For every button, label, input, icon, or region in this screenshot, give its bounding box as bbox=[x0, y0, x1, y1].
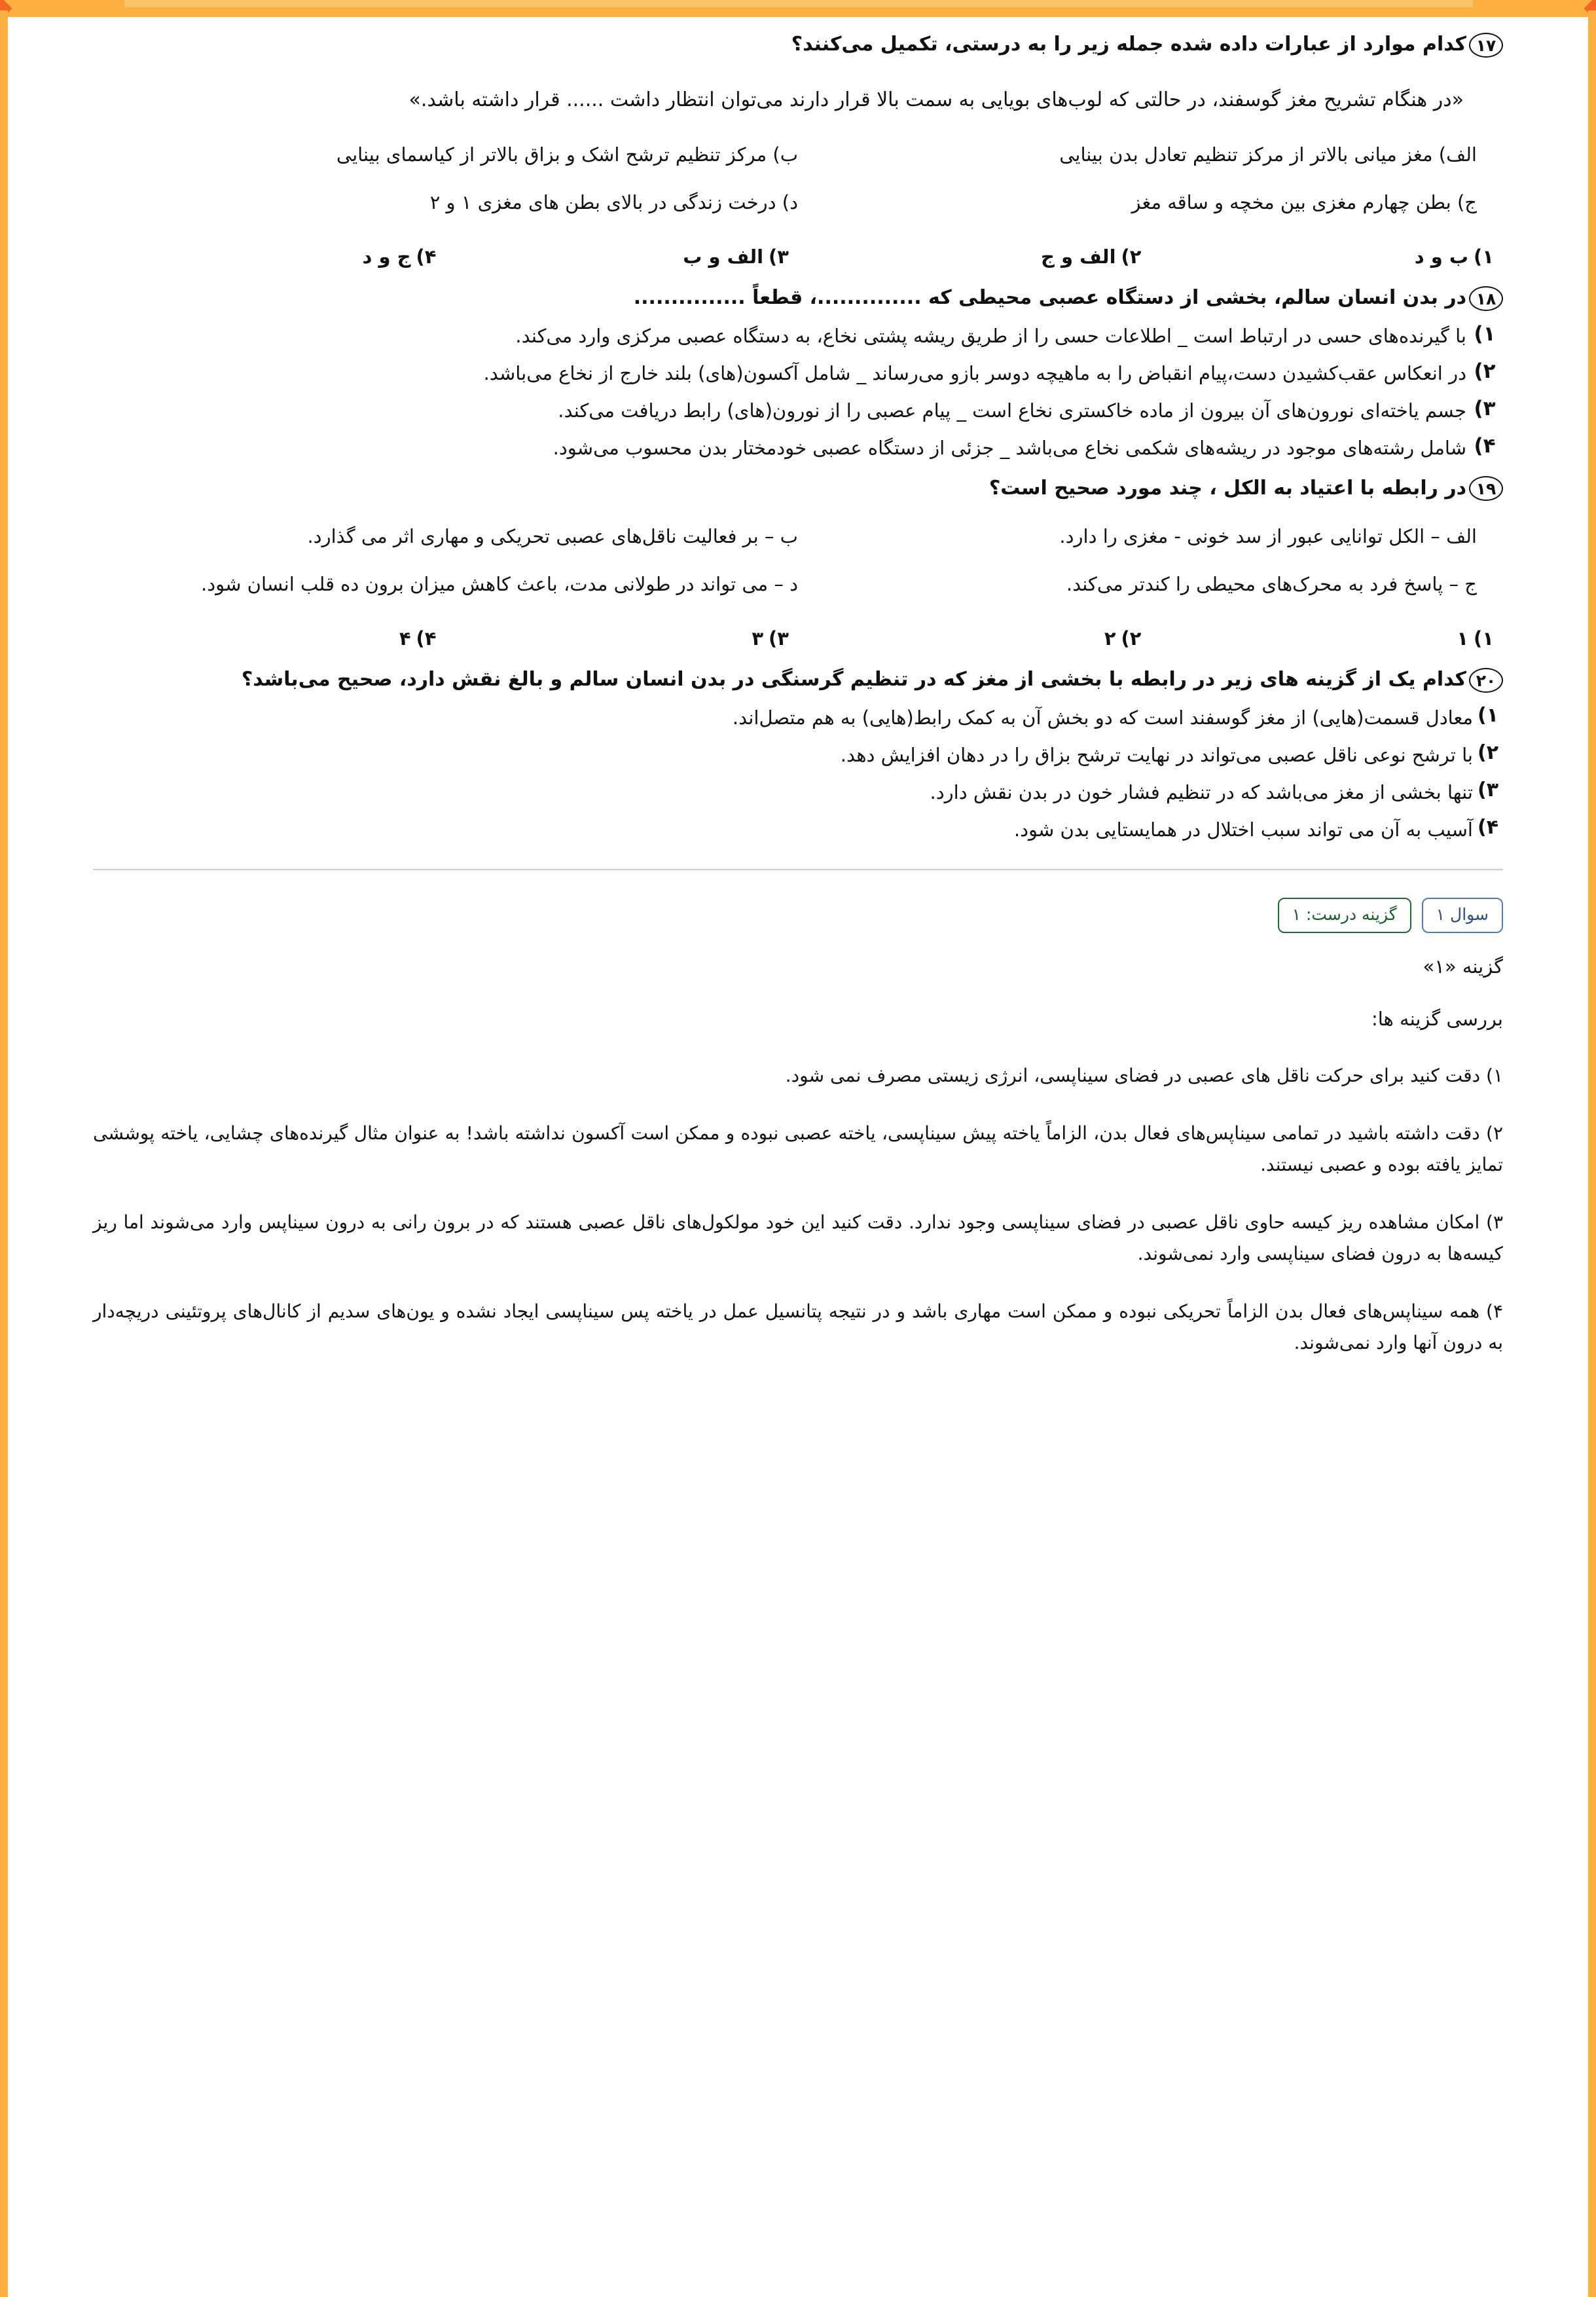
option-marker: ۳) bbox=[1477, 778, 1499, 801]
choice-text: ج و د bbox=[362, 246, 411, 268]
choice-text: ۲ bbox=[1104, 627, 1116, 650]
question-20-option-2[interactable] bbox=[93, 740, 1503, 771]
chosen-option-label: گزینه «۱» bbox=[1423, 955, 1503, 978]
question-17-choices bbox=[93, 246, 1503, 268]
question-18-stem-text: در بدن انسان سالم، بخشی از دستگاه عصبی محیطی که ..............، قطعاً ............... bbox=[633, 286, 1466, 310]
question-19-lettered-options bbox=[93, 521, 1503, 617]
option-text: مغز میانی بالاتر از مرکز تنظیم تعادل بدن بینایی bbox=[1059, 143, 1433, 166]
question-20-option-3[interactable] bbox=[93, 777, 1503, 808]
question-17-option-dal[interactable] bbox=[93, 187, 798, 218]
question-18-number: ۱۸ bbox=[1469, 286, 1503, 311]
review-heading: بررسی گزینه ها: bbox=[1371, 1007, 1503, 1030]
question-19-option-be[interactable] bbox=[93, 521, 798, 552]
left-rail-decoration bbox=[0, 10, 8, 2297]
option-marker: ۲) bbox=[1477, 741, 1499, 764]
question-18-option-1[interactable] bbox=[93, 321, 1503, 352]
choice-text: الف و ج bbox=[1041, 246, 1116, 268]
option-marker: ۳) bbox=[1474, 396, 1496, 420]
option-label: ب) bbox=[772, 143, 798, 166]
explanation-paragraph-4: ۴) همه سیناپس‌های فعال بدن الزاماً تحریکی نبوده و ممکن است مهاری باشد و در نتیجه پتانسیل عمل در یاخته پس سیناپسی ایجاد نشده و یون‌های سدیم از کانال‌های پروتئینی دریچه‌دار به درون آنها وارد نمی‌شوند. bbox=[93, 1300, 1503, 1354]
option-text: بر فعالیت ناقل‌های عصبی تحریکی و مهاری اثر می گذارد. bbox=[307, 525, 759, 548]
option-marker: ۲) bbox=[1474, 359, 1496, 383]
question-19-option-alef[interactable] bbox=[798, 521, 1503, 552]
option-text: الکل توانایی عبور از سد خونی - مغزی را دارد. bbox=[1059, 525, 1425, 548]
question-17-stem-line bbox=[93, 29, 1503, 61]
choice-label: ۳) bbox=[769, 627, 789, 650]
choice-text: الف و ب bbox=[683, 246, 764, 268]
option-text: آسیب به آن می تواند سبب اختلال در همایستایی بدن شود. bbox=[1013, 818, 1473, 841]
option-text: در انعکاس عقب‌کشیدن دست،پیام انقباض را به ماهیچه دوسر بازو می‌رساند _ شامل آکسون(های) بلند خارج از نخاع می‌باشد. bbox=[483, 361, 1466, 384]
choice-text: ۴ bbox=[399, 627, 411, 650]
explanation-paragraph-3: ۳) امکان مشاهده ریز کیسه حاوی ناقل عصبی در فضای سیناپسی وجود ندارد. دقت کنید این خود مولکول‌های ناقل عصبی هستند که در برون رانی به درون سیناپس وارد می‌شوند اما ریز کیسه‌ها به درون فضای سیناپسی وارد نمی‌شوند. bbox=[93, 1211, 1503, 1265]
question-17-option-be[interactable] bbox=[93, 139, 798, 170]
option-text: بطن چهارم مغزی بین مخچه و ساقه مغز bbox=[1131, 191, 1451, 214]
question-19-stem-text: در رابطه با اعتیاد به الکل ، چند مورد صحیح است؟ bbox=[988, 476, 1466, 500]
option-marker: ۱) bbox=[1474, 322, 1496, 346]
question-19-choices bbox=[93, 627, 1503, 650]
question-17-number: ۱۷ bbox=[1469, 33, 1503, 58]
question-17-option-jim[interactable] bbox=[798, 187, 1503, 218]
section-divider bbox=[93, 869, 1503, 870]
choice-text: ۳ bbox=[752, 627, 764, 650]
option-text: جسم یاخته‌ای نورون‌های آن بیرون از ماده خاکستری نخاع است _ پیام عصبی را از نورون(های) رابط دریافت می‌کند. bbox=[558, 399, 1466, 422]
top-ribbon-highlight bbox=[124, 0, 1473, 7]
answer-explanation-section bbox=[93, 898, 1503, 1359]
question-19-choice-4[interactable] bbox=[93, 627, 446, 650]
choice-text: ب و د bbox=[1414, 246, 1469, 268]
option-text: معادل قسمت(هایی) از مغز گوسفند است که دو بخش آن به کمک رابط(هایی) به هم متصل‌اند. bbox=[732, 706, 1473, 729]
choice-label: ۱) bbox=[1474, 627, 1494, 650]
question-20-stem-line bbox=[93, 664, 1503, 696]
question-19-number: ۱۹ bbox=[1469, 476, 1503, 501]
option-label: ب – bbox=[764, 525, 798, 548]
option-marker: ۱) bbox=[1477, 703, 1499, 727]
question-19-option-dal[interactable] bbox=[93, 569, 798, 600]
option-marker: ۴) bbox=[1474, 433, 1496, 458]
explanation-paragraph-2: ۲) دقت داشته باشید در تمامی سیناپس‌های فعال بدن، الزاماً یاخته پیش سیناپسی، یاخته عصبی نبوده و ممکن است آکسون نداشته باشد! به عنوان مثال گیرنده‌های چشایی، یاخته پوششی تمایز یافته بوده و عصبی نیستند. bbox=[93, 1122, 1503, 1175]
choice-label: ۳) bbox=[769, 246, 789, 268]
question-number-badge: سوال ۱ bbox=[1422, 898, 1503, 933]
option-text: با گیرنده‌های حسی در ارتباط است _ اطلاعات حسی را از طریق ریشه پشتی نخاع، به دستگاه عصبی مرکزی وارد می‌کند. bbox=[515, 324, 1466, 347]
question-19 bbox=[93, 473, 1503, 650]
explanation-paragraph-1: ۱) دقت کنید برای حرکت ناقل های عصبی در فضای سیناپسی، انرژی زیستی مصرف نمی شود. bbox=[785, 1064, 1503, 1086]
option-label: ج – bbox=[1449, 573, 1477, 596]
option-label: الف) bbox=[1438, 143, 1477, 166]
option-text: درخت زندگی در بالای بطن های مغزی ۱ و ۲ bbox=[429, 191, 776, 214]
question-17-choice-4[interactable] bbox=[93, 246, 446, 268]
question-20-options bbox=[93, 703, 1503, 845]
choice-label: ۴) bbox=[416, 627, 437, 650]
question-19-stem-line bbox=[93, 473, 1503, 505]
option-label: ج) bbox=[1457, 191, 1477, 214]
option-label: الف – bbox=[1430, 525, 1477, 548]
option-label: د – bbox=[774, 573, 798, 596]
top-ribbon-decoration bbox=[0, 0, 1596, 17]
option-text: شامل رشته‌های موجود در ریشه‌های شکمی نخاع می‌باشد _ جزئی از دستگاه عصبی خودمختار بدن محسوب می‌شود. bbox=[553, 436, 1466, 459]
question-18-option-2[interactable] bbox=[93, 358, 1503, 389]
answer-badges bbox=[93, 898, 1503, 933]
question-18 bbox=[93, 282, 1503, 463]
choice-label: ۲) bbox=[1121, 627, 1142, 650]
choice-label: ۲) bbox=[1121, 246, 1142, 268]
question-17-choice-2[interactable] bbox=[798, 246, 1151, 268]
option-text: می تواند در طولانی مدت، باعث کاهش میزان برون ده قلب انسان شود. bbox=[201, 573, 769, 596]
question-19-choice-2[interactable] bbox=[798, 627, 1151, 650]
question-18-option-3[interactable] bbox=[93, 395, 1503, 426]
option-text: با ترشح نوعی ناقل عصبی می‌تواند در نهایت ترشح بزاق را در دهان افزایش دهد. bbox=[840, 743, 1473, 766]
choice-label: ۴) bbox=[416, 246, 437, 268]
choice-label: ۱) bbox=[1474, 246, 1494, 268]
choice-text: ۱ bbox=[1457, 627, 1469, 650]
question-18-stem-line bbox=[93, 282, 1503, 314]
option-text: پاسخ فرد به محرک‌های محیطی را کندتر می‌کند. bbox=[1066, 573, 1443, 596]
question-20-number: ۲۰ bbox=[1469, 668, 1503, 693]
question-17-quote: «در هنگام تشریح مغز گوسفند، در حالتی که لوب‌های بویایی به سمت بالا قرار دارند می‌توان انتظار داشت ...... قرار داشته باشد.» bbox=[408, 88, 1464, 111]
question-20-option-4[interactable] bbox=[93, 815, 1503, 845]
question-19-choice-1[interactable] bbox=[1151, 627, 1504, 650]
question-17-choice-1[interactable] bbox=[1151, 246, 1504, 268]
right-rail-decoration bbox=[1588, 10, 1596, 2297]
option-label: د) bbox=[782, 191, 798, 214]
question-17-lettered-options bbox=[93, 139, 1503, 235]
question-19-option-jim[interactable] bbox=[798, 569, 1503, 600]
question-17-choice-3[interactable] bbox=[446, 246, 799, 268]
question-18-options bbox=[93, 321, 1503, 464]
option-text: تنها بخشی از مغز می‌باشد که در تنظیم فشار خون در بدن نقش دارد. bbox=[930, 781, 1473, 803]
question-19-choice-3[interactable] bbox=[446, 627, 799, 650]
question-18-option-4[interactable] bbox=[93, 433, 1503, 464]
question-20 bbox=[93, 664, 1503, 845]
question-17 bbox=[93, 29, 1503, 268]
page-content bbox=[8, 17, 1588, 1386]
option-marker: ۴) bbox=[1477, 815, 1499, 839]
question-17-stem-text: کدام موارد از عبارات داده شده جمله زیر را به درستی، تکمیل می‌کنند؟ bbox=[791, 33, 1466, 56]
question-17-option-alef[interactable] bbox=[798, 139, 1503, 170]
question-20-stem-text: کدام یک از گزینه های زیر در رابطه با بخشی از مغز که در تنظیم گرسنگی در بدن انسان سالم و بالغ نقش دارد، صحیح می‌باشد؟ bbox=[241, 668, 1466, 691]
option-text: مرکز تنظیم ترشح اشک و بزاق بالاتر از کیاسمای بینایی bbox=[336, 143, 767, 166]
question-20-option-1[interactable] bbox=[93, 703, 1503, 733]
correct-option-badge: گزینه درست: ۱ bbox=[1278, 898, 1411, 933]
